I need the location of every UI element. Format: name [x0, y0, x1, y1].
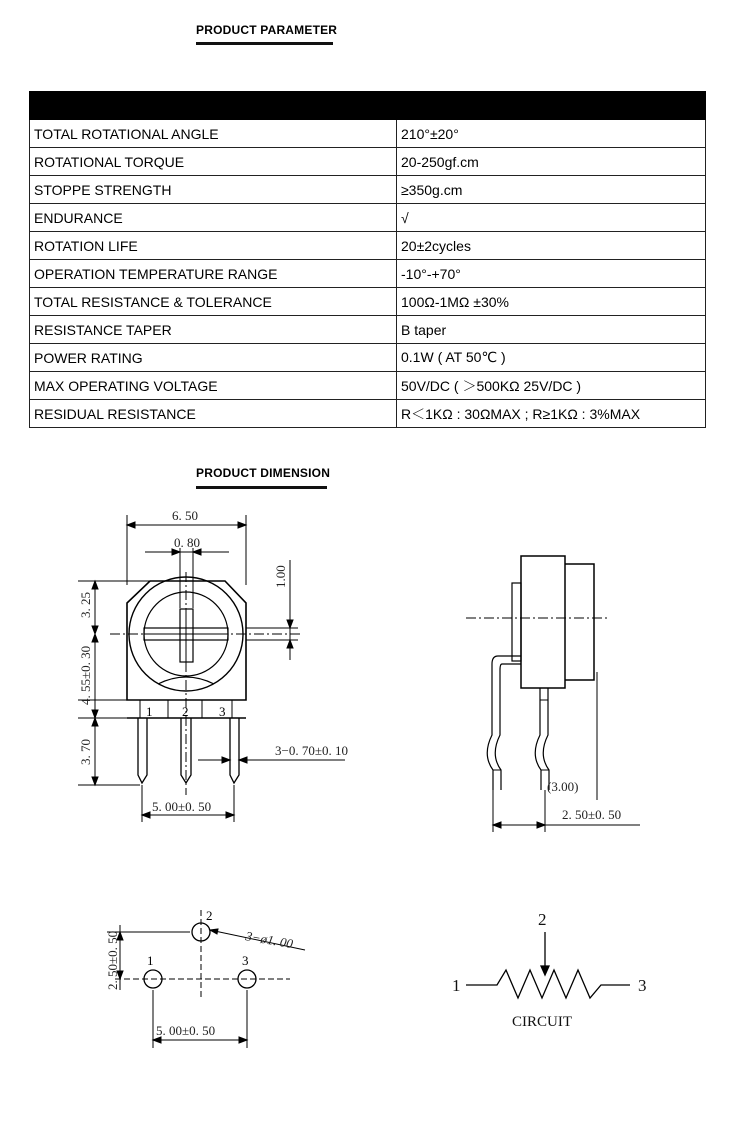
footprint-vertical-dim: 2. 50±0. 50 — [105, 930, 120, 990]
param-label: ROTATION LIFE — [30, 232, 397, 260]
param-label: ENDURANCE — [30, 204, 397, 232]
param-label: RESISTANCE TAPER — [30, 316, 397, 344]
side-inner-dim: (3.00) — [547, 779, 579, 794]
dim-slot: 0. 80 — [174, 535, 200, 550]
dim-pin-width: 3−0. 70±0. 10 — [275, 743, 348, 758]
front-view — [78, 515, 345, 822]
parameter-section-title: PRODUCT PARAMETER — [196, 23, 338, 37]
param-value: √ — [397, 204, 706, 232]
side-offset-dim: 2. 50±0. 50 — [562, 807, 622, 822]
footprint-pin-2-label: 2 — [206, 908, 213, 923]
param-label: MAX OPERATING VOLTAGE — [30, 372, 397, 400]
circuit-pin-3-label: 3 — [638, 976, 647, 995]
dim-pin-pitch: 5. 00±0. 50 — [152, 799, 212, 814]
param-value: 100Ω-1MΩ ±30% — [397, 288, 706, 316]
front-pin-1-label: 1 — [146, 704, 153, 719]
param-label: TOTAL RESISTANCE & TOLERANCE — [30, 288, 397, 316]
param-value: 20±2cycles — [397, 232, 706, 260]
footprint-hole-dim: 3−ø1. 00 — [244, 928, 295, 952]
param-label: TOTAL ROTATIONAL ANGLE — [30, 120, 397, 148]
dim-pin-length: 3. 70 — [78, 739, 93, 765]
param-label: POWER RATING — [30, 344, 397, 372]
param-value: -10°-+70° — [397, 260, 706, 288]
circuit-pin-2-label: 2 — [538, 910, 547, 929]
param-value: 20-250gf.cm — [397, 148, 706, 176]
front-pin-3-label: 3 — [219, 704, 226, 719]
dim-top-offset: 1.00 — [273, 565, 288, 588]
front-pin-2-label: 2 — [182, 704, 189, 719]
param-value: 210°±20° — [397, 120, 706, 148]
param-value: ≥350g.cm — [397, 176, 706, 204]
param-value: 0.1W ( AT 50℃ ) — [397, 344, 706, 372]
footprint-pitch-dim: 5. 00±0. 50 — [156, 1023, 216, 1038]
param-label: ROTATIONAL TORQUE — [30, 148, 397, 176]
param-value: B taper — [397, 316, 706, 344]
param-label: OPERATION TEMPERATURE RANGE — [30, 260, 397, 288]
dim-width: 6. 50 — [172, 508, 198, 523]
footprint-pin-3-label: 3 — [242, 953, 249, 968]
dim-body-height: 4. 55±0. 30 — [78, 645, 93, 705]
param-value: R＜1KΩ : 30ΩMAX ; R≥1KΩ : 3%MAX — [397, 400, 706, 428]
circuit-label: CIRCUIT — [512, 1014, 572, 1030]
param-value: 50V/DC ( ＞500KΩ 25V/DC ) — [397, 372, 706, 400]
footprint-pin-1-label: 1 — [147, 953, 154, 968]
circuit-symbol — [466, 932, 630, 998]
param-label: RESIDUAL RESISTANCE — [30, 400, 397, 428]
param-label: STOPPE STRENGTH — [30, 176, 397, 204]
circuit-pin-1-label: 1 — [452, 976, 461, 995]
dimension-section-title: PRODUCT DIMENSION — [196, 466, 331, 480]
dim-upper-height: 3. 25 — [78, 592, 93, 618]
